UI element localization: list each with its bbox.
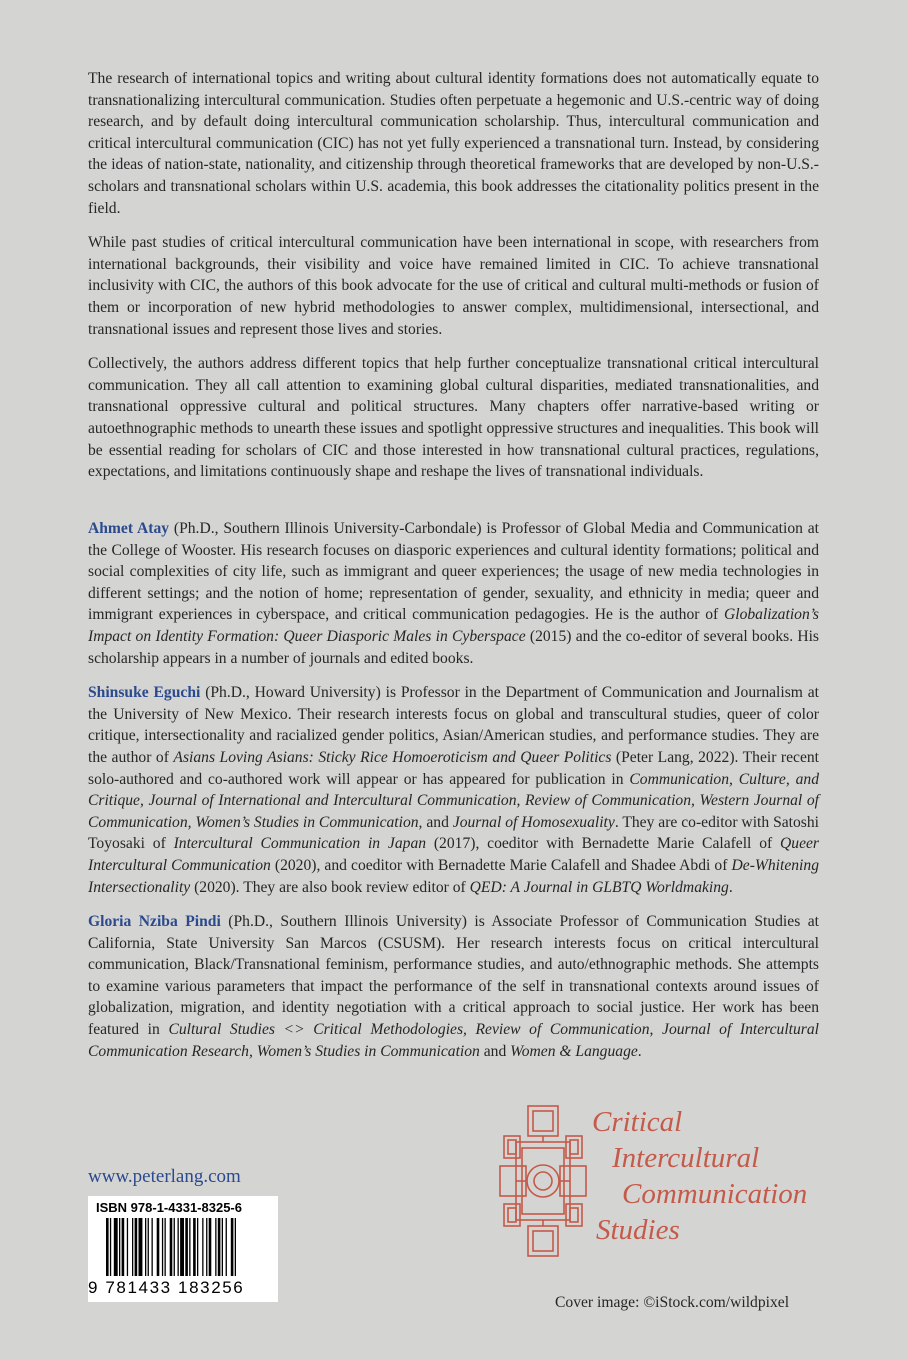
author-name-pindi: Gloria Nziba Pindi [88, 913, 221, 931]
series-line-2: Intercultural [612, 1142, 760, 1174]
author-name-eguchi: Shinsuke Eguchi [88, 684, 201, 702]
bio-text: (2020). They are also book review editor of [190, 878, 470, 896]
bio-text: . They are co-editor with Satoshi Toyosaki of [88, 813, 819, 853]
book-title: Globalization’s Impact on Identity Formation: Queer Diasporic Males in Cyberspace [88, 606, 819, 645]
bio-eguchi [88, 682, 819, 898]
description-paragraph-1: The research of international topics and writing about cultural identity formations does not automatically equate to transnationalizing intercultural communication. Studies often perpetuate a hegemonic and U.S.-centric way of doing research, and by default doing intercultural communication scholarship. Thus, intercultural communication and critical intercultural communication (CIC) has not yet fully experienced a transnational turn. Instead, by considering the ideas of nation-state, nationality, and citizenship through theoretical frameworks that are developed by non-U.S.-scholars and transnational scholars within U.S. academia, this book addresses the citationality politics present in the field. [88, 70, 819, 217]
book-title: QED: A Journal in GLBTQ Worldmaking [469, 878, 729, 896]
bio-text: and [479, 1042, 511, 1060]
bio-text: (2015) and the co-editor of several books. His scholarship appears in a number of journals and edited books. [88, 627, 820, 667]
publisher-url[interactable]: www.peterlang.com [88, 1166, 241, 1187]
author-bios [88, 518, 819, 1075]
book-title: Queer Intercultural Communication [88, 835, 820, 874]
series-title [592, 1104, 807, 1248]
bio-text: . [728, 878, 733, 896]
book-description [88, 68, 819, 496]
description-paragraph-3: Collectively, the authors address different topics that help further conceptualize transnational critical intercultural communication. They all call attention to examining global cultural disparities, mediated transnationalities, and transnational oppressive cultural and political structures. Many chapters offer narrative-based writing or autoethnographic methods to unearth these issues and spotlight oppressive structures and inequalities. This book will be essential reading for scholars of CIC and those interested in how transnational cultural practices, regulations, expectations, and limitations continuously shape and reshape the lives of transnational individuals. [88, 355, 819, 481]
bio-text: . [637, 1042, 642, 1060]
bio-text: (2020), and coeditor with Bernadette Marie Calafell and Shadee Abdi of [270, 856, 732, 874]
isbn-label: ISBN 978-1-4331-8325-6 [96, 1200, 242, 1215]
bio-text: (2017), coeditor with Bernadette Marie Calafell of [426, 835, 781, 853]
journal-title: Journal of Homosexuality [452, 813, 615, 831]
series-line-4: Studies [596, 1214, 680, 1246]
bio-text: (Ph.D., Southern Illinois University) is Associate Professor of Communication Studies at California, State University San Marcos (CSUSM). Her research interests focus on critical intercultural communication, Black/Transnational feminism, performance studies, and auto/ethnographic methods. She attempts to examine various parameters that impact the performance of the self in transnational contexts around issues of globalization, migration, and identity negotiation with a critical approach to social justice. Her work has been featured in [88, 913, 819, 1039]
series-logo-icon [498, 1100, 588, 1262]
bio-atay [88, 518, 819, 669]
book-title: Asians Loving Asians: Sticky Rice Homoeroticism and Queer Politics [173, 748, 612, 766]
description-paragraph-2: While past studies of critical intercultural communication have been international in scope, with researchers from international backgrounds, their visibility and voice have remained limited in CIC. To achieve transnational inclusivity with CIC, the authors of this book advocate for the use of critical and cultural multi-methods or fusion of them or incorporation of new hybrid methodologies to answer complex, multidimensional, intersectional, and transnational issues and represent those lives and stories. [88, 234, 819, 338]
bio-text: (Ph.D., Southern Illinois University-Carbondale) is Professor of Global Media and Communication at the College of Wooster. His research focuses on diasporic experiences and cultural identity formations; political and social complexities of city life, such as immigrant and queer experiences; the usage of new media technologies in different settings; and the notion of home; representation of gender, sexuality, and ethnicity in media; queer and immigrant experiences in cyberspace, and critical communication pedagogies. He is the author of [88, 520, 820, 624]
bio-text: and [422, 813, 453, 831]
journal-list: Communication, Culture, and Critique, Journal of International and Intercultural Communication, Review of Communication, Western Journal of Communication, Women’s Studies in Communication, [88, 770, 819, 831]
bio-text: (Ph.D., Howard University) is Professor in the Department of Communication and Journalism at the University of New Mexico. Their research interests focus on global and transcultural studies, queer of color critique, intersectionality and racialized gender politics, Asian/American studies, and performance studies. They are the author of [88, 684, 819, 766]
bio-pindi [88, 911, 819, 1062]
series-line-1: Critical [592, 1106, 683, 1138]
isbn-barcode [88, 1196, 278, 1302]
barcode-digits: 9 781433 183256 [88, 1278, 245, 1297]
book-title: Intercultural Communication in Japan [173, 835, 427, 853]
journal-list: Cultural Studies <> Critical Methodologies, Review of Communication, Journal of Intercultural Communication Research, Women’s Studies in Communication [88, 1021, 819, 1060]
author-name-atay: Ahmet Atay [88, 520, 170, 537]
journal-title: Women & Language [510, 1042, 638, 1060]
bio-text: (Peter Lang, 2022). Their recent solo-authored and co-authored work will appear or has appeared for publication in [88, 748, 820, 788]
cover-image-credit: Cover image: ©iStock.com/wildpixel [555, 1294, 790, 1311]
book-title: De-Whitening Intersectionality [88, 856, 819, 896]
series-line-3: Communication [622, 1178, 808, 1210]
